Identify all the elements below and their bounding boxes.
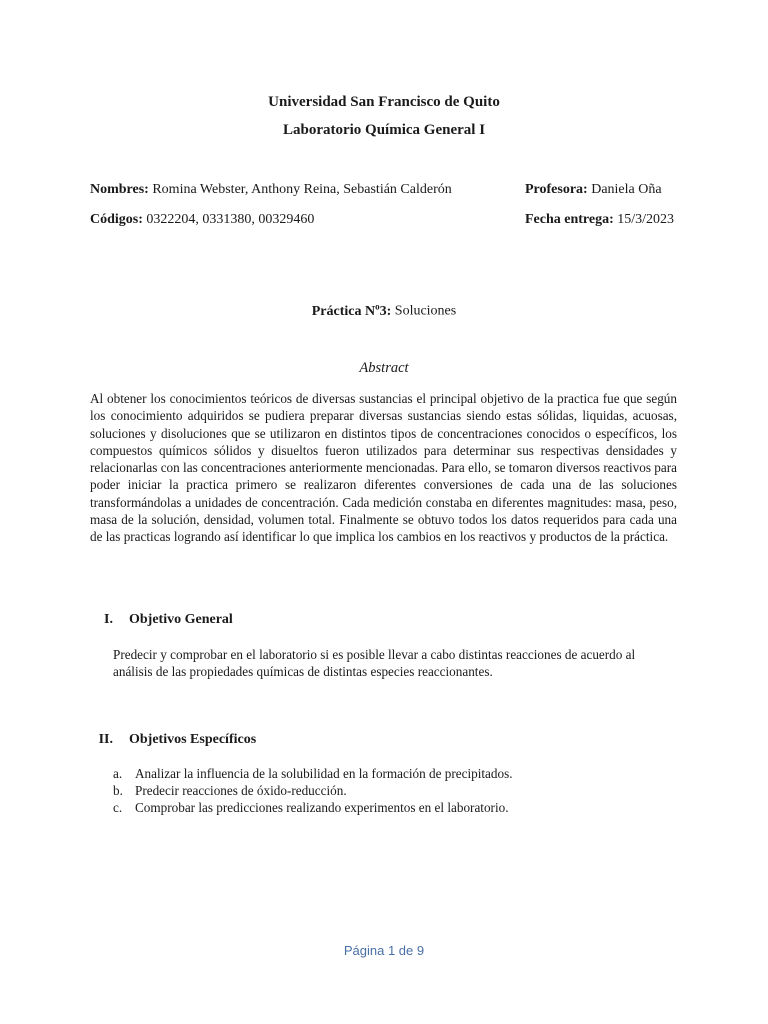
codes-line (90, 212, 314, 228)
practice-heading (0, 301, 768, 320)
abstract-title: Abstract (359, 360, 409, 376)
practice-label: Práctica $N^o3$: (311, 301, 392, 319)
section-number: II. (98, 732, 113, 747)
objetivo-general-text: Predecir y comprobar en el laboratorio si es posible llevar a cabo distintas reacciones de acuerdo al análisis de las propiedades químicas de distintas especies reaccionantes. (113, 647, 636, 679)
names-label: Nombres: (90, 182, 149, 197)
page-number: Página 1 de 9 (343, 943, 425, 958)
codes-value: 0322204, 0331380, 00329460 (142, 212, 315, 227)
professor-line (525, 182, 662, 198)
list-marker: b. (113, 783, 123, 798)
codes-label: Códigos: (90, 212, 143, 227)
section-objetivos-especificos (83, 732, 383, 750)
section-title: Objetivo General (129, 612, 233, 627)
list-marker: c. (113, 800, 123, 815)
section-number: I. (104, 612, 113, 627)
names-line (90, 182, 452, 198)
course-title: Laboratorio Química General I (282, 122, 486, 138)
professor-label: Profesora: (525, 182, 588, 197)
section-objetivo-general (83, 612, 383, 630)
practice-topic: Soluciones (391, 303, 457, 319)
due-date-value: 15/3/2023 (613, 212, 675, 227)
list-text: Analizar la influencia de la solubilidad en la formación de precipitados. (135, 766, 513, 781)
due-date-line (525, 212, 674, 228)
university-title: Universidad San Francisco de Quito (268, 94, 500, 110)
names-value: Romina Webster, Anthony Reina, Sebastián Calderón (148, 182, 452, 197)
abstract-text: Al obtener los conocimientos teóricos de diversas sustancias el principal objetivo de la practica fue que según los conocimiento adquiridos se pudiera preparar diversas sustancias siendo estas sólidas, liquidas, acuosas, soluciones y disoluciones que se utilizaron en distintos tipos de concentraciones conocidos o específicos, los compuestos químicos sólidos y disueltos fueron utilizados para determinar sus respectivas densidades y relacionarlas con las concentraciones anteriormente mencionadas. Para ello, se tomaron diversos reactivos para poder iniciar la practica primero se realizaron diferentes conversiones de cada una de las soluciones transformándolas a unidades de concentración. Cada medición constaba en diferentes magnitudes: masa, peso, masa de la solución, densidad, volumen total. Finalmente se obtuvo todos los datos requeridos para cada una de las practicas logrando así identificar lo que implica los cambios en los reactivos y productos de la práctica. (90, 391, 677, 545)
list-marker: a. (113, 766, 123, 781)
professor-value: Daniela Oña (587, 182, 662, 197)
section-title: Objetivos Específicos (129, 732, 257, 747)
list-text: Predecir reacciones de óxido-reducción. (135, 783, 347, 798)
due-date-label: Fecha entrega: (525, 212, 614, 227)
list-text: Comprobar las predicciones realizando experimentos en el laboratorio. (135, 800, 509, 815)
